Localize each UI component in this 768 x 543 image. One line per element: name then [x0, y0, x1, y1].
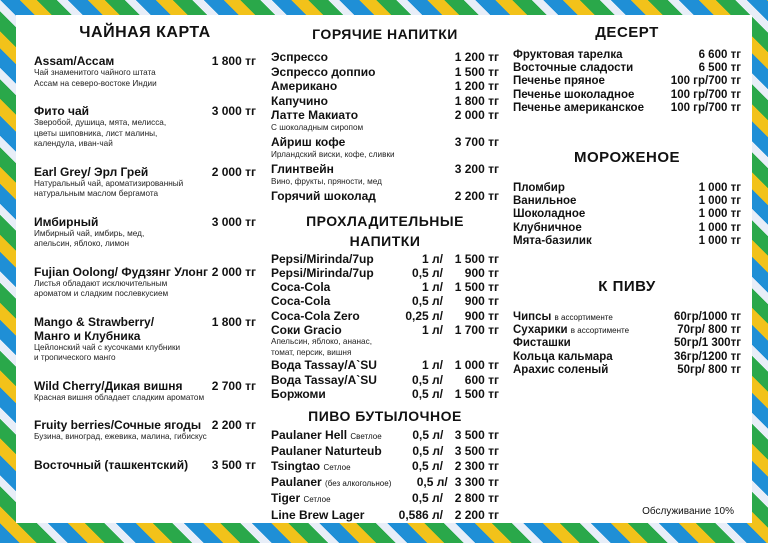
dessert-item-name: Печенье шоколадное	[513, 88, 635, 101]
hot-item-row	[271, 162, 499, 177]
dessert-item-name-group	[513, 49, 699, 62]
hot-item-name: Айриш кофе	[271, 135, 346, 149]
snacks-item-price: 60гр/1000 тг	[673, 311, 741, 324]
tea-list	[34, 54, 256, 472]
snacks-item-name-group	[513, 337, 674, 350]
cold-item-price: 600 тг	[464, 372, 499, 387]
dessert-item-name-group	[513, 89, 671, 102]
snacks-item-name: Сухарики	[513, 324, 568, 337]
cold-item-row	[271, 309, 499, 323]
hot-item-name: Горячий шоколад	[271, 189, 376, 203]
cold-item-volume: 1 л/	[422, 251, 443, 266]
cold-item-row	[271, 294, 499, 308]
snacks-item-row	[513, 351, 741, 364]
tea-item	[34, 315, 256, 364]
snacks-item-name: Чипсы	[513, 311, 552, 324]
snacks-item-row	[513, 324, 741, 337]
tea-item-name: Earl Grey/ Эрл Грей	[34, 164, 149, 179]
hot-item-row	[271, 79, 499, 94]
snacks-item-name: Арахис соленый	[513, 363, 609, 376]
cold-item-price: 900 тг	[464, 308, 499, 323]
tea-item	[34, 379, 256, 404]
tea-item-description: цветы шиповника, лист малины,	[34, 128, 158, 138]
cold-item-row	[271, 387, 499, 401]
cold-item-name-group	[271, 294, 381, 308]
cold-item-name-group	[271, 280, 381, 294]
tea-item	[34, 265, 256, 300]
hot-list	[271, 50, 499, 204]
tea-item	[34, 458, 256, 472]
cold-item-volume: 1 л/	[422, 322, 443, 337]
tea-item-name: Mango & Strawberry/	[34, 314, 155, 329]
hot-item-description: Ирландский виски, кофе, сливки	[271, 149, 395, 159]
hot-item-row	[271, 189, 499, 204]
beer-item-name-group	[271, 428, 382, 444]
hot-item-description: С шоколадным сиропом	[271, 122, 364, 132]
snacks-list	[513, 311, 741, 377]
tea-item-price: 3 500 тг	[211, 457, 256, 472]
hot-item-row	[271, 65, 499, 80]
tea-item-row	[34, 165, 256, 179]
dessert-item-price: 6 500 тг	[698, 62, 741, 75]
tea-column	[34, 15, 256, 472]
icecream-list	[513, 182, 741, 248]
icecream-item-name: Клубничное	[513, 221, 582, 234]
hot-item-row	[271, 135, 499, 150]
tea-item-row	[34, 379, 256, 393]
hot-item-price: 2 200 тг	[454, 189, 499, 203]
snacks-item-name-group	[513, 364, 677, 377]
beer-item-tag: Сетлое	[303, 495, 331, 505]
dessert-column	[513, 15, 741, 377]
cold-item-row	[271, 358, 499, 372]
cold-item-name-group	[271, 387, 381, 401]
snacks-item-name-group	[513, 351, 674, 364]
cold-item-name-group	[271, 358, 381, 372]
tea-item-description: Ассам на северо-востоке Индии	[34, 78, 157, 88]
snacks-item-price: 50гр/1 300тг	[673, 337, 741, 350]
cold-item-price: 1 500 тг	[454, 251, 499, 266]
icecream-item-name-group	[513, 235, 699, 248]
cold-item-name-group	[271, 266, 381, 280]
tea-item-description: ароматом и сладким послевкусием	[34, 289, 169, 298]
hot-item-price: 2 000 тг	[454, 108, 499, 122]
tea-item-name: Имбирный	[34, 214, 99, 229]
icecream-item-row	[513, 208, 741, 221]
dessert-item-price: 100 гр/700 тг	[670, 88, 741, 101]
hot-item-price: 1 200 тг	[454, 50, 499, 64]
snacks-title: К ПИВУ	[598, 278, 656, 296]
cold-item-row	[271, 252, 499, 266]
cold-item-volume: 1 л/	[422, 358, 443, 373]
cold-item-volume: 0,5 л/	[412, 372, 443, 387]
dessert-item-name: Печенье пряное	[513, 75, 605, 88]
drinks-column	[271, 15, 499, 522]
service-note: Обслуживание 10%	[642, 506, 734, 517]
beer-item-row	[271, 475, 499, 491]
icecream-item-row	[513, 222, 741, 235]
cold-item-row	[271, 266, 499, 280]
cold-item-name: Pepsi/Mirinda/7up	[271, 251, 374, 266]
tea-item-description: Натуральный чай, ароматизированный	[34, 178, 184, 188]
cold-item-row	[271, 280, 499, 294]
snacks-item-price: 70гр/ 800 тг	[677, 324, 741, 337]
snacks-item-row	[513, 364, 741, 377]
snacks-item-row	[513, 337, 741, 350]
snacks-item-tag: в ассортименте	[554, 313, 613, 323]
cold-item-name-group	[271, 252, 381, 266]
dessert-item-row	[513, 75, 741, 88]
hot-item-name: Капучино	[271, 93, 328, 108]
tea-item-name: Wild Cherry/Дикая вишня	[34, 378, 183, 393]
dessert-item-name-group	[513, 102, 671, 115]
beer-item-tag: Сетлое	[323, 462, 351, 472]
beer-item-price: 3 300 тг	[454, 475, 499, 490]
beer-item-volume: 0,5 л/	[412, 428, 444, 443]
cold-item-name: Coca-Cola	[271, 294, 331, 309]
beer-item-name-group	[271, 508, 381, 522]
hot-item-name: Эспрессо	[271, 50, 328, 64]
cold-item-name-group	[271, 373, 381, 387]
tea-item-price: 2 700 тг	[211, 378, 256, 393]
cold-item-row	[271, 323, 499, 337]
dessert-title: ДЕСЕРТ	[595, 24, 659, 41]
beer-item-price: 2 300 тг	[454, 458, 499, 473]
tea-item	[34, 104, 256, 150]
beer-item-price: 2 200 тг	[454, 507, 499, 522]
beer-item-name: Tiger	[271, 491, 301, 506]
icecream-item-name: Пломбир	[513, 182, 565, 195]
snacks-item-tag: в ассортименте	[570, 326, 630, 336]
beer-item-volume: 0,5 л/	[412, 458, 443, 473]
beer-item-name: Tsingtao	[271, 458, 321, 473]
cold-item-price: 1 500 тг	[454, 280, 499, 295]
tea-item-price: 1 800 тг	[211, 54, 256, 68]
icecream-item-name: Мята-базилик	[513, 234, 592, 247]
beer-item-volume: 0,5 л/	[416, 475, 448, 490]
cold-item-name-group	[271, 309, 381, 323]
cold-item-name: Соки Gracio	[271, 322, 342, 337]
beer-item-row	[271, 428, 499, 444]
cold-item-name: Pepsi/Mirinda/7up	[271, 265, 374, 280]
cold-item-name: Coca-Cola Zero	[271, 308, 360, 323]
beer-item-row	[271, 444, 499, 458]
hot-item-price: 1 200 тг	[454, 79, 499, 93]
tea-item	[34, 165, 256, 200]
icecream-item-price: 1 000 тг	[698, 208, 741, 221]
tea-item-description: апельсин, яблоко, лимон	[34, 239, 130, 248]
menu-sheet	[16, 15, 752, 523]
cold-item-volume: 0,25 л/	[405, 308, 443, 323]
cold-item-volume: 0,5 л/	[412, 386, 443, 401]
cold-item-row	[271, 373, 499, 387]
tea-item-description: Зверобой, душица, мята, мелисса,	[34, 118, 167, 127]
beer-item-row	[271, 459, 499, 475]
tea-item-price: 3 000 тг	[211, 104, 256, 118]
hot-item-price: 1 500 тг	[454, 64, 499, 79]
tea-item-description: Имбирный чай, имбирь, мед,	[34, 228, 145, 238]
beer-item-price: 3 500 тг	[454, 428, 499, 443]
tea-item-description: Бузина, виноград, ежевика, малина, гибискус	[34, 432, 207, 441]
cold-item-price: 1 000 тг	[454, 358, 499, 373]
cold-item-price: 1 700 тг	[454, 322, 499, 337]
icecream-item-price: 1 000 тг	[698, 234, 741, 247]
hot-item-price: 3 700 тг	[454, 135, 499, 149]
cold-item-description: Апельсин, яблоко, ананас,	[271, 337, 372, 347]
tea-item-row	[34, 418, 256, 432]
beer-item-volume: 0,5 л/	[412, 444, 444, 459]
icecream-item-name: Шоколадное	[513, 208, 586, 221]
beer-list	[271, 428, 499, 522]
cold-item-volume: 0,5 л/	[412, 265, 443, 280]
dessert-item-price: 6 600 тг	[698, 49, 741, 61]
beer-item-name: Line Brew Lager	[271, 507, 365, 522]
tea-item-name: Fujian Oolong/ Фудзянг Улонг	[34, 264, 208, 279]
beer-item-name: Paulaner Hell	[271, 428, 348, 443]
tea-item-price: 2 000 тг	[211, 264, 256, 279]
cold-item-price: 900 тг	[464, 265, 499, 280]
tea-item-name: Восточный (ташкентский)	[34, 457, 189, 472]
tea-item-description: натуральным маслом бергамота	[34, 189, 159, 198]
icecream-item-price: 1 000 тг	[698, 182, 741, 195]
tea-item-name: Фито чай	[34, 104, 90, 118]
tea-item	[34, 54, 256, 89]
tea-item-name: Fruity berries/Сочные ягоды	[34, 418, 202, 432]
beer-item-volume: 0,586 л/	[398, 507, 443, 522]
beer-title: ПИВО БУТЫЛОЧНОЕ	[308, 408, 462, 425]
tea-item-name-line2: Манго и Клубника	[34, 328, 141, 343]
hot-item-row	[271, 50, 499, 65]
beer-item-tag: (без алкогольное)	[325, 479, 392, 489]
dessert-item-name: Печенье американское	[513, 101, 644, 114]
hot-item-price: 3 200 тг	[454, 162, 499, 176]
snacks-item-row	[513, 311, 741, 324]
hot-item-name: Латте Макиато	[271, 108, 359, 122]
tea-item-row	[34, 104, 256, 118]
tea-item-price: 3 000 тг	[211, 214, 256, 229]
icecream-title: МОРОЖЕНОЕ	[573, 149, 680, 167]
tea-item-price: 2 000 тг	[211, 164, 256, 179]
icecream-item-name: Ванильное	[513, 195, 577, 208]
icecream-item-row	[513, 195, 741, 208]
beer-item-name-group	[271, 444, 382, 458]
tea-item-description: Красная вишня обладает сладким ароматом	[34, 392, 205, 402]
icecream-item-name-group	[513, 182, 699, 195]
icecream-item-row	[513, 235, 741, 248]
beer-item-name-group	[271, 459, 381, 475]
beer-item-row	[271, 491, 499, 507]
cold-item-name: Боржоми	[271, 386, 326, 401]
tea-item-row	[34, 265, 256, 279]
tea-item-price: 2 200 тг	[211, 418, 256, 432]
beer-item-name-group	[271, 475, 391, 491]
icecream-item-name-group	[513, 222, 699, 235]
beer-item-name: Paulaner	[271, 475, 322, 490]
snacks-item-name-group	[513, 311, 674, 324]
dessert-item-price: 100 гр/700 тг	[670, 101, 741, 114]
hot-item-description: Вино, фрукты, пряности, мед	[271, 176, 382, 186]
tea-item-name: Assam/Ассам	[34, 54, 115, 68]
cold-title-1: ПРОХЛАДИТЕЛЬНЫЕ	[306, 212, 464, 229]
hot-item-name: Эспрессо доппио	[271, 64, 376, 79]
beer-item-name-group	[271, 491, 381, 507]
icecream-item-price: 1 000 тг	[698, 195, 741, 208]
snacks-item-price: 50гр/ 800 тг	[677, 363, 741, 376]
icecream-item-row	[513, 182, 741, 195]
cold-item-name: Coca-Cola	[271, 280, 331, 295]
cold-item-name: Вода Tassay/A`SU	[271, 358, 377, 373]
beer-item-price: 3 500 тг	[454, 444, 499, 459]
cold-item-name: Вода Tassay/A`SU	[271, 372, 377, 387]
tea-item-description: календула, иван-чай	[34, 139, 113, 148]
dessert-item-name: Фруктовая тарелка	[513, 49, 623, 61]
tea-item-row	[34, 458, 256, 472]
icecream-item-name-group	[513, 195, 699, 208]
beer-item-price: 2 800 тг	[454, 491, 499, 506]
tea-item-row	[34, 215, 256, 229]
dessert-item-name: Восточные сладости	[513, 62, 634, 75]
dessert-list	[513, 49, 741, 115]
cold-list	[271, 252, 499, 402]
hot-item-row	[271, 108, 499, 123]
cold-item-description: томат, персик, вишня	[271, 347, 352, 357]
hot-title: ГОРЯЧИЕ НАПИТКИ	[312, 26, 458, 42]
icecream-item-price: 1 000 тг	[698, 221, 741, 234]
dessert-item-name-group	[513, 62, 699, 75]
snacks-item-name: Фисташки	[513, 337, 571, 350]
beer-item-tag: Светлое	[350, 432, 382, 442]
dessert-item-row	[513, 49, 741, 62]
hot-item-name: Американо	[271, 79, 338, 93]
hot-item-price: 1 800 тг	[454, 93, 499, 108]
cold-item-volume: 1 л/	[422, 280, 443, 295]
snacks-item-name: Кольца кальмара	[513, 350, 613, 363]
tea-title: ЧАЙНАЯ КАРТА	[79, 24, 211, 41]
tea-item-description: Листья обладают исключительным	[34, 278, 168, 288]
cold-item-name-group	[271, 323, 381, 337]
tea-item-description: Цейлонский чай с кусочками клубники	[34, 342, 181, 352]
snacks-item-price: 36гр/1200 тг	[673, 350, 741, 363]
tea-item-description: и тропического манго	[34, 353, 116, 362]
tea-item-price: 1 800 тг	[211, 314, 256, 329]
beer-item-row	[271, 508, 499, 522]
hot-item-name: Глинтвейн	[271, 162, 334, 176]
icecream-item-name-group	[513, 208, 699, 221]
hot-item-row	[271, 94, 499, 109]
tea-item-row	[34, 54, 256, 68]
snacks-item-name-group	[513, 324, 677, 337]
dessert-item-name-group	[513, 75, 671, 88]
dessert-item-row	[513, 102, 741, 115]
dessert-item-row	[513, 62, 741, 75]
tea-item-description: Чай знаменитого чайного штата	[34, 68, 156, 77]
tea-item	[34, 215, 256, 250]
cold-item-price: 1 500 тг	[454, 386, 499, 401]
cold-title-2: НАПИТКИ	[349, 232, 421, 249]
tea-item	[34, 418, 256, 443]
dessert-item-row	[513, 89, 741, 102]
beer-item-volume: 0,5 л/	[412, 491, 443, 506]
beer-item-name: Paulaner Naturteub	[271, 444, 382, 459]
tea-item-row	[34, 315, 256, 329]
dessert-item-price: 100 гр/700 тг	[670, 75, 741, 88]
cold-item-volume: 0,5 л/	[412, 294, 443, 309]
cold-item-price: 900 тг	[464, 294, 499, 309]
